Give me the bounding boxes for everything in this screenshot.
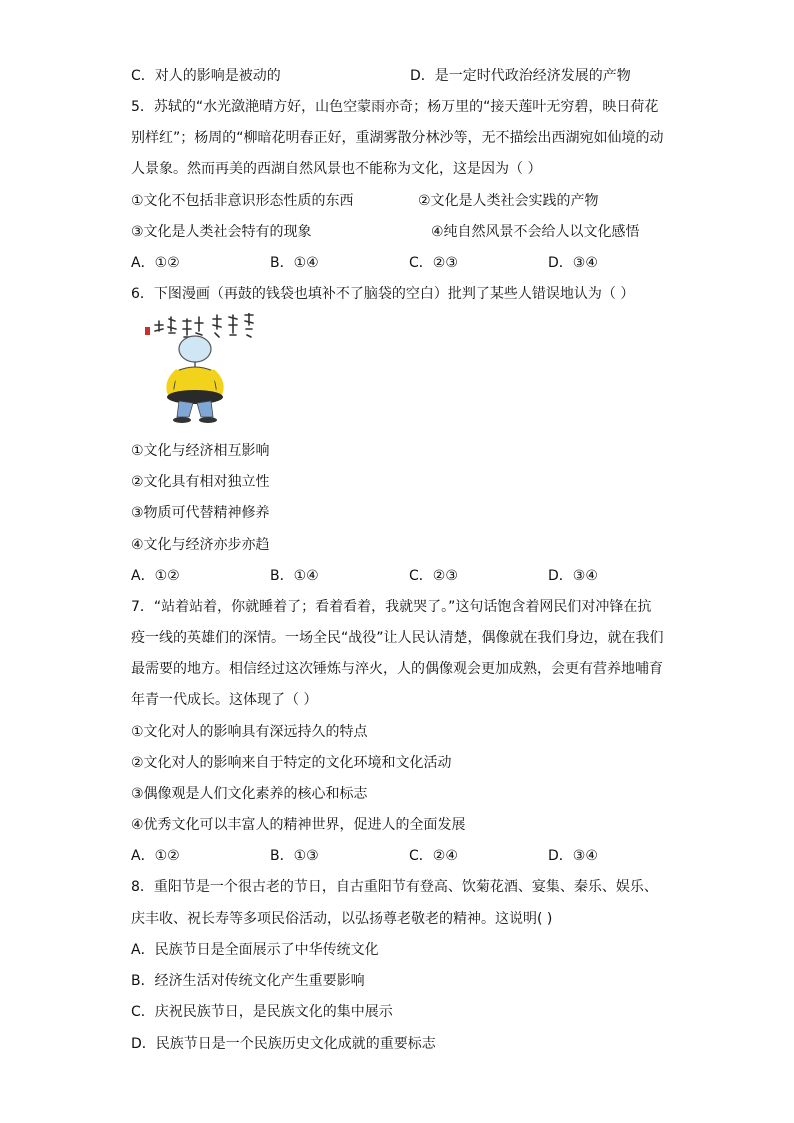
q7-stem-line-2: 疫一线的英雄们的深情。一场全民“战役”让人民认清楚，偶像就在我们身边，就在我们 (131, 630, 664, 646)
q5-statement-4: ④纯自然风景不会给人以文化感悟 (431, 224, 640, 240)
q8-stem-line-2: 庆丰收、祝长寿等多项民俗活动，以弘扬尊老敬老的精神。这说明( ) (131, 911, 553, 927)
q5-option-d[interactable]: D．③④ (548, 255, 598, 271)
q5-statement-3: ③文化是人类社会特有的现象 (131, 224, 312, 240)
q5-stem-line-2: 别样红”；杨周的“柳暗花明春正好，重湖雾散分林沙等，无不描绘出西湖宛如仙境的动 (131, 130, 664, 146)
q6-options-row (131, 566, 671, 586)
q7-statement-3: ③偶像观是人们文化素养的核心和标志 (131, 786, 368, 802)
q7-option-d[interactable]: D．③④ (548, 848, 598, 864)
pants-right (197, 401, 213, 417)
seal-mark (145, 327, 150, 335)
q6-option-b[interactable]: B．①④ (270, 568, 319, 584)
q7-option-b[interactable]: B．①③ (270, 848, 319, 864)
cartoon-image (143, 313, 281, 425)
q7-statement-1: ①文化对人的影响具有深远持久的特点 (131, 724, 368, 740)
q6-statement-3: ③物质可代替精神修养 (131, 505, 270, 521)
q6-stem: 6．下图漫画（再鼓的钱袋也填补不了脑袋的空白）批判了某些人错误地认为（ ） (131, 286, 635, 302)
q7-statement-2: ②文化对人的影响来自于特定的文化环境和文化活动 (131, 755, 452, 771)
q7-stem-line-4: 年青一代成长。这体现了（ ） (131, 692, 318, 708)
pants-left (177, 401, 193, 417)
q8-option-b[interactable]: B．经济生活对传统文化产生重要影响 (131, 973, 365, 989)
q8-option-d[interactable]: D．民族节日是一个民族历史文化成就的重要标志 (131, 1036, 436, 1052)
q8-stem-line-1: 8．重阳节是一个很古老的节日，自古重阳节有登高、饮菊花酒、宴集、秦乐、娱乐、 (131, 879, 658, 895)
q5-statements-row-2 (131, 222, 671, 242)
q5-statement-1: ①文化不包括非意识形态性质的东西 (131, 193, 354, 209)
q8-option-a[interactable]: A．民族节日是全面展示了中华传统文化 (131, 942, 379, 958)
q5-stem-line-3: 人景象。然而再美的西湖自然风景也不能称为文化，这是因为（ ） (131, 161, 542, 177)
q6-statement-4: ④文化与经济亦步亦趋 (131, 537, 270, 553)
q5-option-c[interactable]: C．②③ (409, 255, 458, 271)
q7-options-row (131, 846, 671, 866)
q7-stem-line-1: 7．“站着站着，你就睡着了；看着看着，我就哭了。”这句话饱含着网民们对冲锋在抗 (131, 599, 652, 615)
q5-statement-2: ②文化是人类社会实践的产物 (418, 193, 599, 209)
q7-stem-line-3: 最需要的地方。相信经过这次锤炼与淬火，人的偶像观会更加成熟，会更有营养地哺育 (131, 661, 663, 677)
money-bag (167, 390, 223, 404)
q6-option-a[interactable]: A．①② (131, 568, 180, 584)
q5-options-row (131, 253, 671, 273)
q5-statements-row-1 (131, 191, 671, 211)
q6-statement-1: ①文化与经济相互影响 (131, 443, 270, 459)
q6-option-c[interactable]: C．②③ (409, 568, 458, 584)
q5-option-b[interactable]: B．①④ (270, 255, 319, 271)
calligraphy-artwork (155, 313, 253, 339)
q5-option-a[interactable]: A．①② (131, 255, 180, 271)
q7-statement-4: ④优秀文化可以丰富人的精神世界，促进人的全面发展 (131, 817, 466, 833)
q8-option-c[interactable]: C．庆祝民族节日，是民族文化的集中展示 (131, 1004, 393, 1020)
q6-option-d[interactable]: D．③④ (548, 568, 598, 584)
empty-head (179, 336, 211, 362)
q4-option-c[interactable]: C．对人的影响是被动的 (131, 68, 281, 84)
q7-option-c[interactable]: C．②④ (409, 848, 458, 864)
q5-stem-line-1: 5．苏轼的“水光潋滟晴方好，山色空蒙雨亦奇；杨万里的“接天莲叶无穷碧，映日荷花 (131, 99, 659, 115)
q4-options-row (131, 66, 671, 86)
q6-statement-2: ②文化具有相对独立性 (131, 474, 270, 490)
q4-option-d[interactable]: D．是一定时代政治经济发展的产物 (410, 68, 631, 84)
q7-option-a[interactable]: A．①② (131, 848, 180, 864)
